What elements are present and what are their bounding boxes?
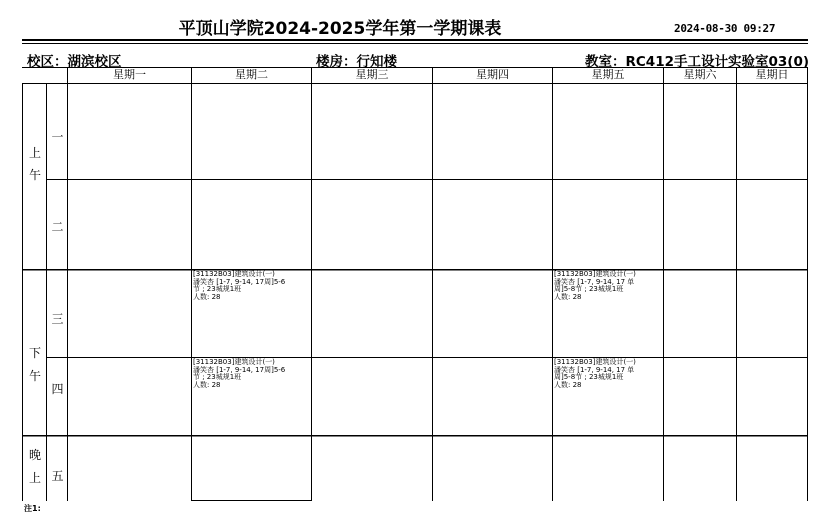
period-4: 四	[51, 382, 64, 396]
section-afternoon-1: 下	[28, 346, 41, 360]
footnote: 注1:	[24, 504, 41, 513]
day-header-saturday: 星期六	[683, 68, 717, 81]
section-evening-2: 上	[28, 471, 41, 485]
divider-thick	[22, 39, 808, 41]
building-label: 楼房：行知楼	[316, 54, 397, 70]
divider-thin	[22, 43, 808, 44]
period-3: 三	[51, 312, 64, 326]
section-morning-1: 上	[28, 146, 41, 160]
day-header-monday: 星期一	[113, 68, 146, 81]
timetable-grid	[22, 67, 808, 501]
period-5: 五	[51, 469, 64, 483]
day-header-sunday: 星期日	[755, 68, 789, 81]
day-header-tuesday: 星期二	[235, 68, 268, 81]
course-entry-friday-p4: [31132B03]建筑设计(一) 潘笑杏 [1-7, 9-14, 17 单 周]5-8节 ; 23城规1班 人数: 28	[554, 358, 636, 389]
section-morning-2: 午	[28, 168, 41, 182]
course-entry-friday-p3: [31132B03]建筑设计(一) 潘笑杏 [1-7, 9-14, 17 单 周]5-8节 ; 23城规1班 人数: 28	[554, 270, 636, 301]
period-1: 一	[51, 130, 64, 144]
classroom-label: 教室：RC412手工设计实验室03(0)	[585, 54, 810, 70]
period-2: 二	[51, 220, 64, 234]
course-entry-tuesday-p4: [31132B03]建筑设计(一) 潘笑杏 [1-7, 9-14, 17周]5-6 节 ; 23城规1班 人数: 28	[193, 358, 286, 389]
print-timestamp: 2024-08-30 09:27	[674, 22, 776, 35]
campus-label: 校区：湖滨校区	[27, 54, 122, 70]
page-title: 平顶山学院2024-2025学年第一学期课表	[178, 19, 502, 39]
course-entry-tuesday-p3: [31132B03]建筑设计(一) 潘笑杏 [1-7, 9-14, 17周]5-6 节 ; 23城规1班 人数: 28	[193, 270, 286, 301]
section-evening-1: 晚	[28, 448, 41, 462]
section-afternoon-2: 午	[28, 369, 41, 383]
day-header-wednesday: 星期三	[355, 68, 389, 81]
day-header-friday: 星期五	[591, 68, 625, 81]
day-header-thursday: 星期四	[476, 68, 509, 81]
